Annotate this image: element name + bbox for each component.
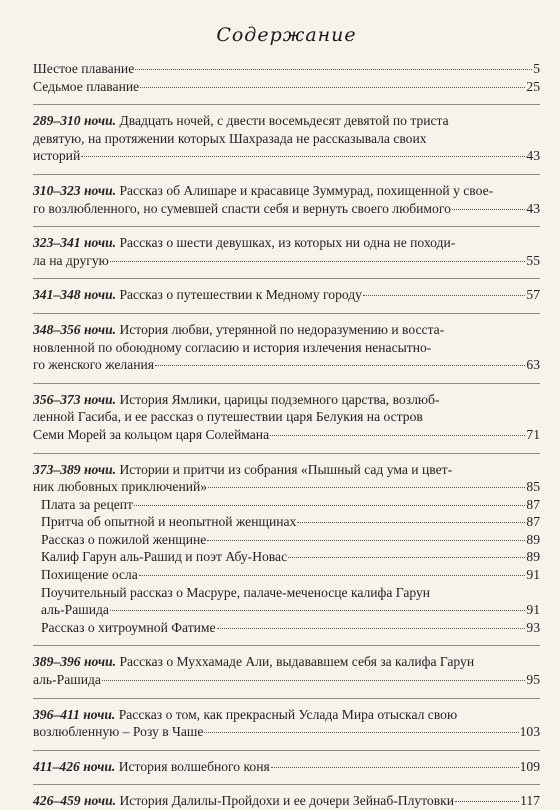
entry-title: Рассказ о путешествии к Медному городу bbox=[116, 287, 362, 303]
toc-subitem[interactable] bbox=[33, 496, 540, 514]
toc-dots bbox=[110, 261, 526, 262]
entry-line bbox=[33, 234, 540, 252]
page-title: Содержание bbox=[216, 24, 357, 46]
toc-dots bbox=[139, 575, 526, 576]
toc-subitem[interactable] bbox=[33, 566, 540, 584]
entry-line bbox=[33, 321, 540, 339]
toc-label: Семи Морей за кольцом царя Солеймана bbox=[33, 426, 270, 442]
toc-row bbox=[33, 356, 540, 374]
toc-entry[interactable] bbox=[33, 182, 540, 217]
entry-text: девятую, на протяжении которых Шахразада не рассказывала своих bbox=[33, 130, 427, 146]
section-divider bbox=[33, 174, 540, 175]
toc-page-number: 85 bbox=[526, 479, 540, 495]
toc-row bbox=[33, 286, 540, 304]
nights-range: 341–348 ночи. bbox=[33, 287, 117, 303]
toc-entry[interactable] bbox=[33, 461, 540, 637]
toc-label: Шестое плавание bbox=[33, 61, 135, 76]
entry-line bbox=[33, 408, 540, 426]
toc-label: Похищение осла bbox=[41, 567, 138, 583]
section-divider bbox=[33, 645, 540, 646]
toc-dots bbox=[204, 732, 518, 733]
toc-dots bbox=[102, 680, 525, 681]
toc-entry[interactable] bbox=[33, 321, 540, 374]
toc-subitem[interactable] bbox=[33, 531, 540, 549]
toc-row[interactable] bbox=[33, 78, 540, 96]
toc-page-number: 55 bbox=[526, 252, 540, 268]
entry-text: ленной Гасиба, и ее рассказ о путешествии царя Белукия на остров bbox=[33, 409, 423, 425]
toc-page-number: 117 bbox=[520, 793, 540, 809]
toc-entry[interactable] bbox=[33, 792, 540, 810]
toc-page-number: 89 bbox=[526, 549, 540, 565]
entry-title: История волшебного коня bbox=[115, 758, 270, 774]
toc-label: аль-Рашида bbox=[33, 672, 101, 688]
toc-label: возлюбленную – Розу в Чаше bbox=[33, 724, 204, 740]
entry-line bbox=[33, 706, 540, 724]
toc-label: историй bbox=[33, 148, 81, 164]
entry-text: Рассказ о том, как прекрасный Услада Мира отыскал свою bbox=[115, 706, 458, 722]
toc-subitem[interactable] bbox=[33, 513, 540, 531]
toc-dots bbox=[135, 69, 532, 70]
toc-row bbox=[33, 792, 540, 810]
entry-text: История Ямлики, царицы подземного царства, возлюб- bbox=[116, 391, 440, 407]
toc-dots bbox=[81, 156, 525, 157]
nights-range: 426–459 ночи. bbox=[33, 793, 117, 809]
entry-text: История любви, утерянной по недоразумению и восста- bbox=[116, 321, 445, 337]
toc-page-number: 57 bbox=[526, 287, 540, 303]
toc-subitem[interactable] bbox=[33, 601, 540, 619]
entry-text: Рассказ об Алишаре и красавице Зуммурад, похищенной у свое- bbox=[116, 182, 494, 198]
toc-label: ник любовных приключений» bbox=[33, 479, 208, 495]
toc-label: Рассказ о пожилой женщине bbox=[41, 531, 207, 547]
toc-page-number: 93 bbox=[526, 619, 540, 635]
toc-label: го женского желания bbox=[33, 357, 154, 373]
toc-label: Притча об опытной и неопытной женщинах bbox=[41, 514, 297, 530]
toc-row bbox=[33, 671, 540, 689]
toc-row bbox=[33, 723, 540, 741]
toc-entry[interactable] bbox=[33, 706, 540, 741]
section-divider bbox=[33, 278, 540, 279]
toc-dots bbox=[271, 767, 519, 768]
section-divider bbox=[33, 313, 540, 314]
nights-range: 411–426 ночи. bbox=[33, 758, 116, 774]
section-divider bbox=[33, 383, 540, 384]
entry-line bbox=[33, 182, 540, 200]
toc-page-number: 43 bbox=[526, 200, 540, 216]
toc-entry[interactable] bbox=[33, 234, 540, 269]
toc-page-number: 103 bbox=[519, 724, 540, 740]
entry-line bbox=[33, 339, 540, 357]
nights-range: 348–356 ночи. bbox=[33, 321, 117, 337]
nights-range: 310–323 ночи. bbox=[33, 182, 117, 198]
toc-row bbox=[33, 200, 540, 218]
toc-page-number: 87 bbox=[526, 496, 540, 512]
section-divider bbox=[33, 750, 540, 751]
entry-text: Рассказ о шести девушках, из которых ни одна не походи- bbox=[116, 235, 456, 251]
section-divider bbox=[33, 698, 540, 699]
toc-dots bbox=[140, 87, 525, 88]
toc-entry[interactable] bbox=[33, 653, 540, 688]
toc-dots bbox=[452, 209, 526, 210]
entry-text: новленной по обоюдному согласию и история излечения ненасытно- bbox=[33, 339, 432, 355]
toc-entry[interactable] bbox=[33, 391, 540, 444]
nights-range: 356–373 ночи. bbox=[33, 391, 117, 407]
toc-page-number: 5 bbox=[533, 61, 540, 76]
toc-dots bbox=[455, 801, 519, 802]
toc-label: Калиф Гарун аль-Рашид и поэт Абу-Новас bbox=[41, 549, 288, 565]
toc-page-number: 25 bbox=[526, 78, 540, 94]
nights-range: 373–389 ночи. bbox=[33, 461, 117, 477]
toc-row bbox=[33, 252, 540, 270]
toc-page-number: 87 bbox=[526, 514, 540, 530]
entry-line bbox=[33, 112, 540, 130]
toc-dots bbox=[155, 365, 525, 366]
toc-label bbox=[33, 792, 454, 810]
toc-subitem[interactable] bbox=[33, 584, 540, 602]
toc-row bbox=[33, 147, 540, 165]
toc-dots bbox=[288, 557, 525, 558]
toc-page-number: 63 bbox=[526, 357, 540, 373]
entry-text: Рассказ о Муххамаде Али, выдававшем себя за калифа Гарун bbox=[116, 654, 475, 670]
section-divider bbox=[33, 104, 540, 105]
toc-row bbox=[33, 426, 540, 444]
nights-range: 396–411 ночи. bbox=[33, 706, 116, 722]
toc-label bbox=[33, 286, 362, 304]
toc-page-number: 43 bbox=[526, 148, 540, 164]
toc-page-number: 95 bbox=[526, 672, 540, 688]
toc-subitem[interactable] bbox=[33, 548, 540, 566]
toc-page-number: 89 bbox=[526, 531, 540, 547]
toc-dots bbox=[134, 505, 525, 506]
toc-entry[interactable] bbox=[33, 758, 540, 776]
entry-title: История Далилы-Пройдохи и ее дочери Зейнаб-Плутовки bbox=[116, 793, 455, 809]
entry-line bbox=[33, 130, 540, 148]
nights-range: 389–396 ночи. bbox=[33, 654, 117, 670]
toc-dots bbox=[110, 610, 525, 611]
toc-row[interactable] bbox=[33, 60, 540, 78]
entry-text: Двадцать ночей, с двести восемьдесят девятой по триста bbox=[116, 113, 449, 129]
toc-label: ла на другую bbox=[33, 252, 109, 268]
toc-label: Рассказ о хитроумной Фатиме bbox=[41, 619, 216, 635]
table-of-contents bbox=[33, 60, 540, 810]
entry-text: Истории и притчи из собрания «Пышный сад ума и цвет- bbox=[116, 461, 453, 477]
nights-range: 289–310 ночи. bbox=[33, 113, 117, 129]
section-divider bbox=[33, 453, 540, 454]
toc-label: аль-Рашида bbox=[41, 602, 109, 618]
toc-dots bbox=[217, 628, 526, 629]
toc-entry[interactable] bbox=[33, 112, 540, 165]
toc-dots bbox=[297, 522, 525, 523]
section-divider bbox=[33, 784, 540, 785]
toc-dots bbox=[208, 487, 525, 488]
toc-label: Поучительный рассказ о Масруре, палаче-меченосце калифа Гарун bbox=[41, 584, 431, 600]
toc-row bbox=[33, 758, 540, 776]
toc-page-number: 91 bbox=[526, 602, 540, 618]
nights-range: 323–341 ночи. bbox=[33, 235, 117, 251]
entry-line bbox=[33, 461, 540, 479]
section-divider bbox=[33, 226, 540, 227]
toc-dots bbox=[363, 295, 525, 296]
toc-dots bbox=[270, 435, 525, 436]
toc-entry[interactable] bbox=[33, 286, 540, 304]
toc-label bbox=[33, 758, 270, 776]
toc-label: Седьмое плавание bbox=[33, 78, 140, 94]
toc-label: го возлюбленного, но сумевшей спасти себя и вернуть своего любимого bbox=[33, 200, 451, 216]
toc-page-number: 91 bbox=[526, 567, 540, 583]
toc-subitem[interactable] bbox=[33, 619, 540, 637]
toc-row bbox=[33, 478, 540, 496]
entry-line bbox=[33, 391, 540, 409]
toc-page-number: 109 bbox=[519, 758, 540, 774]
entry-line bbox=[33, 653, 540, 671]
toc-label: Плата за рецепт bbox=[41, 496, 133, 512]
toc-page-number: 71 bbox=[526, 426, 540, 442]
toc-dots bbox=[207, 540, 525, 541]
